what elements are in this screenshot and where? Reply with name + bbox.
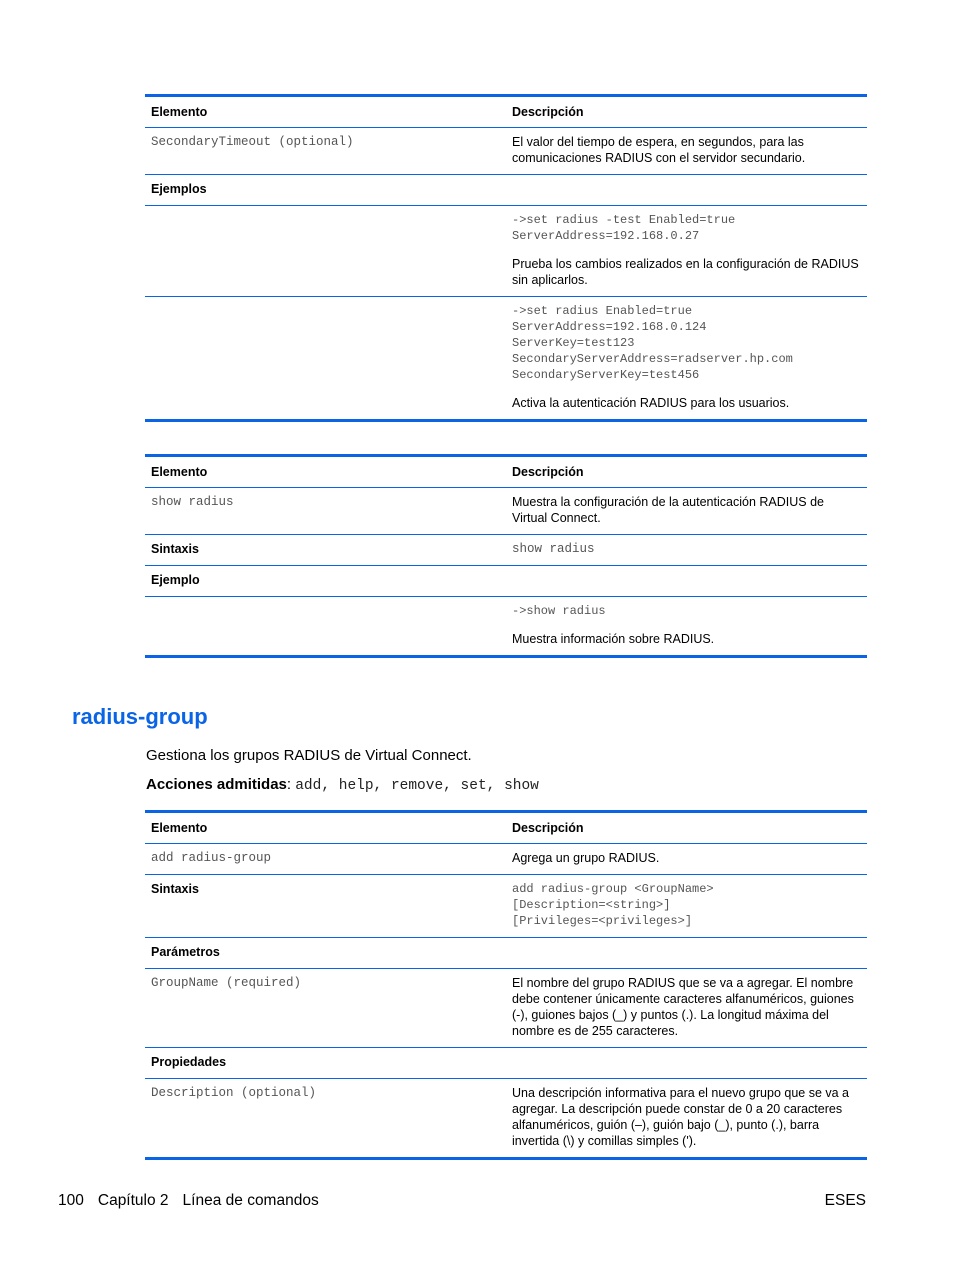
element-cell: SecondaryTimeout (optional) [151, 135, 354, 149]
table-row [145, 938, 867, 969]
page-footer [58, 1192, 333, 1210]
table-row [145, 1079, 867, 1159]
table-show-radius [145, 454, 867, 658]
prop-description: Una descripción informativa para el nuevo grupo que se va a agregar. La descripción puede constar de 0 a 20 caracteres alfanuméricos, guión (–), guión bajo (_), punto (.), barra invertida (\) y comillas simples ('). [512, 1086, 850, 1148]
table-add-radius-group [145, 810, 867, 1160]
example-cell [506, 297, 867, 421]
chapter-label: Capítulo 2 [97, 1192, 169, 1209]
page-number: 100 [58, 1192, 84, 1209]
code-line: ->set radius -test Enabled=true [512, 213, 736, 227]
element-cell: show radius [151, 495, 234, 509]
params-label: Parámetros [151, 945, 220, 959]
table-row [145, 488, 867, 535]
code-line: ServerAddress=192.168.0.27 [512, 229, 700, 243]
description-cell: Muestra la configuración de la autenticación RADIUS de Virtual Connect. [512, 495, 824, 525]
table-row [145, 969, 867, 1048]
param-description: El nombre del grupo RADIUS que se va a agregar. El nombre debe contener únicamente caracteres alfanuméricos, guiones (-), guiones bajos (_) y puntos (.). La longitud máxima del nombre es de 255 caracteres. [512, 976, 854, 1038]
header-elemento: Elemento [151, 821, 208, 835]
supported-actions [146, 776, 539, 794]
code-line: ServerKey=test123 [512, 336, 635, 350]
code-line: ServerAddress=192.168.0.124 [512, 320, 707, 334]
table-header-row [145, 96, 867, 128]
table-row [145, 128, 867, 175]
code-line: SecondaryServerAddress=radserver.hp.com [512, 352, 793, 366]
example-description: Prueba los cambios realizados en la configuración de RADIUS sin aplicarlos. [512, 257, 859, 287]
description-cell: El valor del tiempo de espera, en segundos, para las comunicaciones RADIUS con el servidor secundario. [512, 135, 806, 165]
example-description: Muestra información sobre RADIUS. [512, 632, 715, 646]
table-row [145, 297, 867, 421]
table-row [145, 535, 867, 566]
actions-label: Acciones admitidas [146, 776, 287, 793]
header-elemento: Elemento [151, 105, 208, 119]
code-line: ->show radius [512, 604, 606, 618]
table-secondary-timeout [145, 94, 867, 422]
example-cell [506, 597, 867, 657]
syntax-line: add radius-group <GroupName> [512, 882, 714, 896]
header-elemento: Elemento [151, 465, 208, 479]
table-row [145, 875, 867, 938]
table-header-row [145, 456, 867, 488]
table-row [145, 844, 867, 875]
syntax-label: Sintaxis [151, 882, 199, 896]
table-header-row [145, 812, 867, 844]
syntax-cell [506, 875, 867, 938]
example-cell [506, 206, 867, 297]
section-intro: Gestiona los grupos RADIUS de Virtual Connect. [146, 747, 472, 764]
actions-value: add, help, remove, set, show [295, 778, 539, 794]
example-label: Ejemplo [151, 573, 200, 587]
code-line: SecondaryServerKey=test456 [512, 368, 700, 382]
table-row [145, 597, 867, 657]
examples-label: Ejemplos [151, 182, 207, 196]
syntax-line: [Privileges=<privileges>] [512, 914, 693, 928]
table-row [145, 175, 867, 206]
header-descripcion: Descripción [512, 821, 584, 835]
section-title: radius-group [72, 704, 208, 729]
footer-locale: ESES [824, 1192, 866, 1209]
prop-name: Description (optional) [151, 1086, 317, 1100]
syntax-label: Sintaxis [151, 542, 199, 556]
param-name: GroupName (required) [151, 976, 302, 990]
element-cell: add radius-group [151, 851, 272, 865]
chapter-title: Línea de comandos [182, 1192, 319, 1209]
syntax-line: [Description=<string>] [512, 898, 671, 912]
syntax-value: show radius [512, 542, 595, 556]
example-description: Activa la autenticación RADIUS para los usuarios. [512, 396, 790, 410]
code-line: ->set radius Enabled=true [512, 304, 693, 318]
header-descripcion: Descripción [512, 465, 584, 479]
props-label: Propiedades [151, 1055, 227, 1069]
description-cell: Agrega un grupo RADIUS. [512, 851, 660, 865]
table-row [145, 566, 867, 597]
header-descripcion: Descripción [512, 105, 584, 119]
table-row [145, 1048, 867, 1079]
actions-separator: : [286, 776, 296, 793]
table-row [145, 206, 867, 297]
